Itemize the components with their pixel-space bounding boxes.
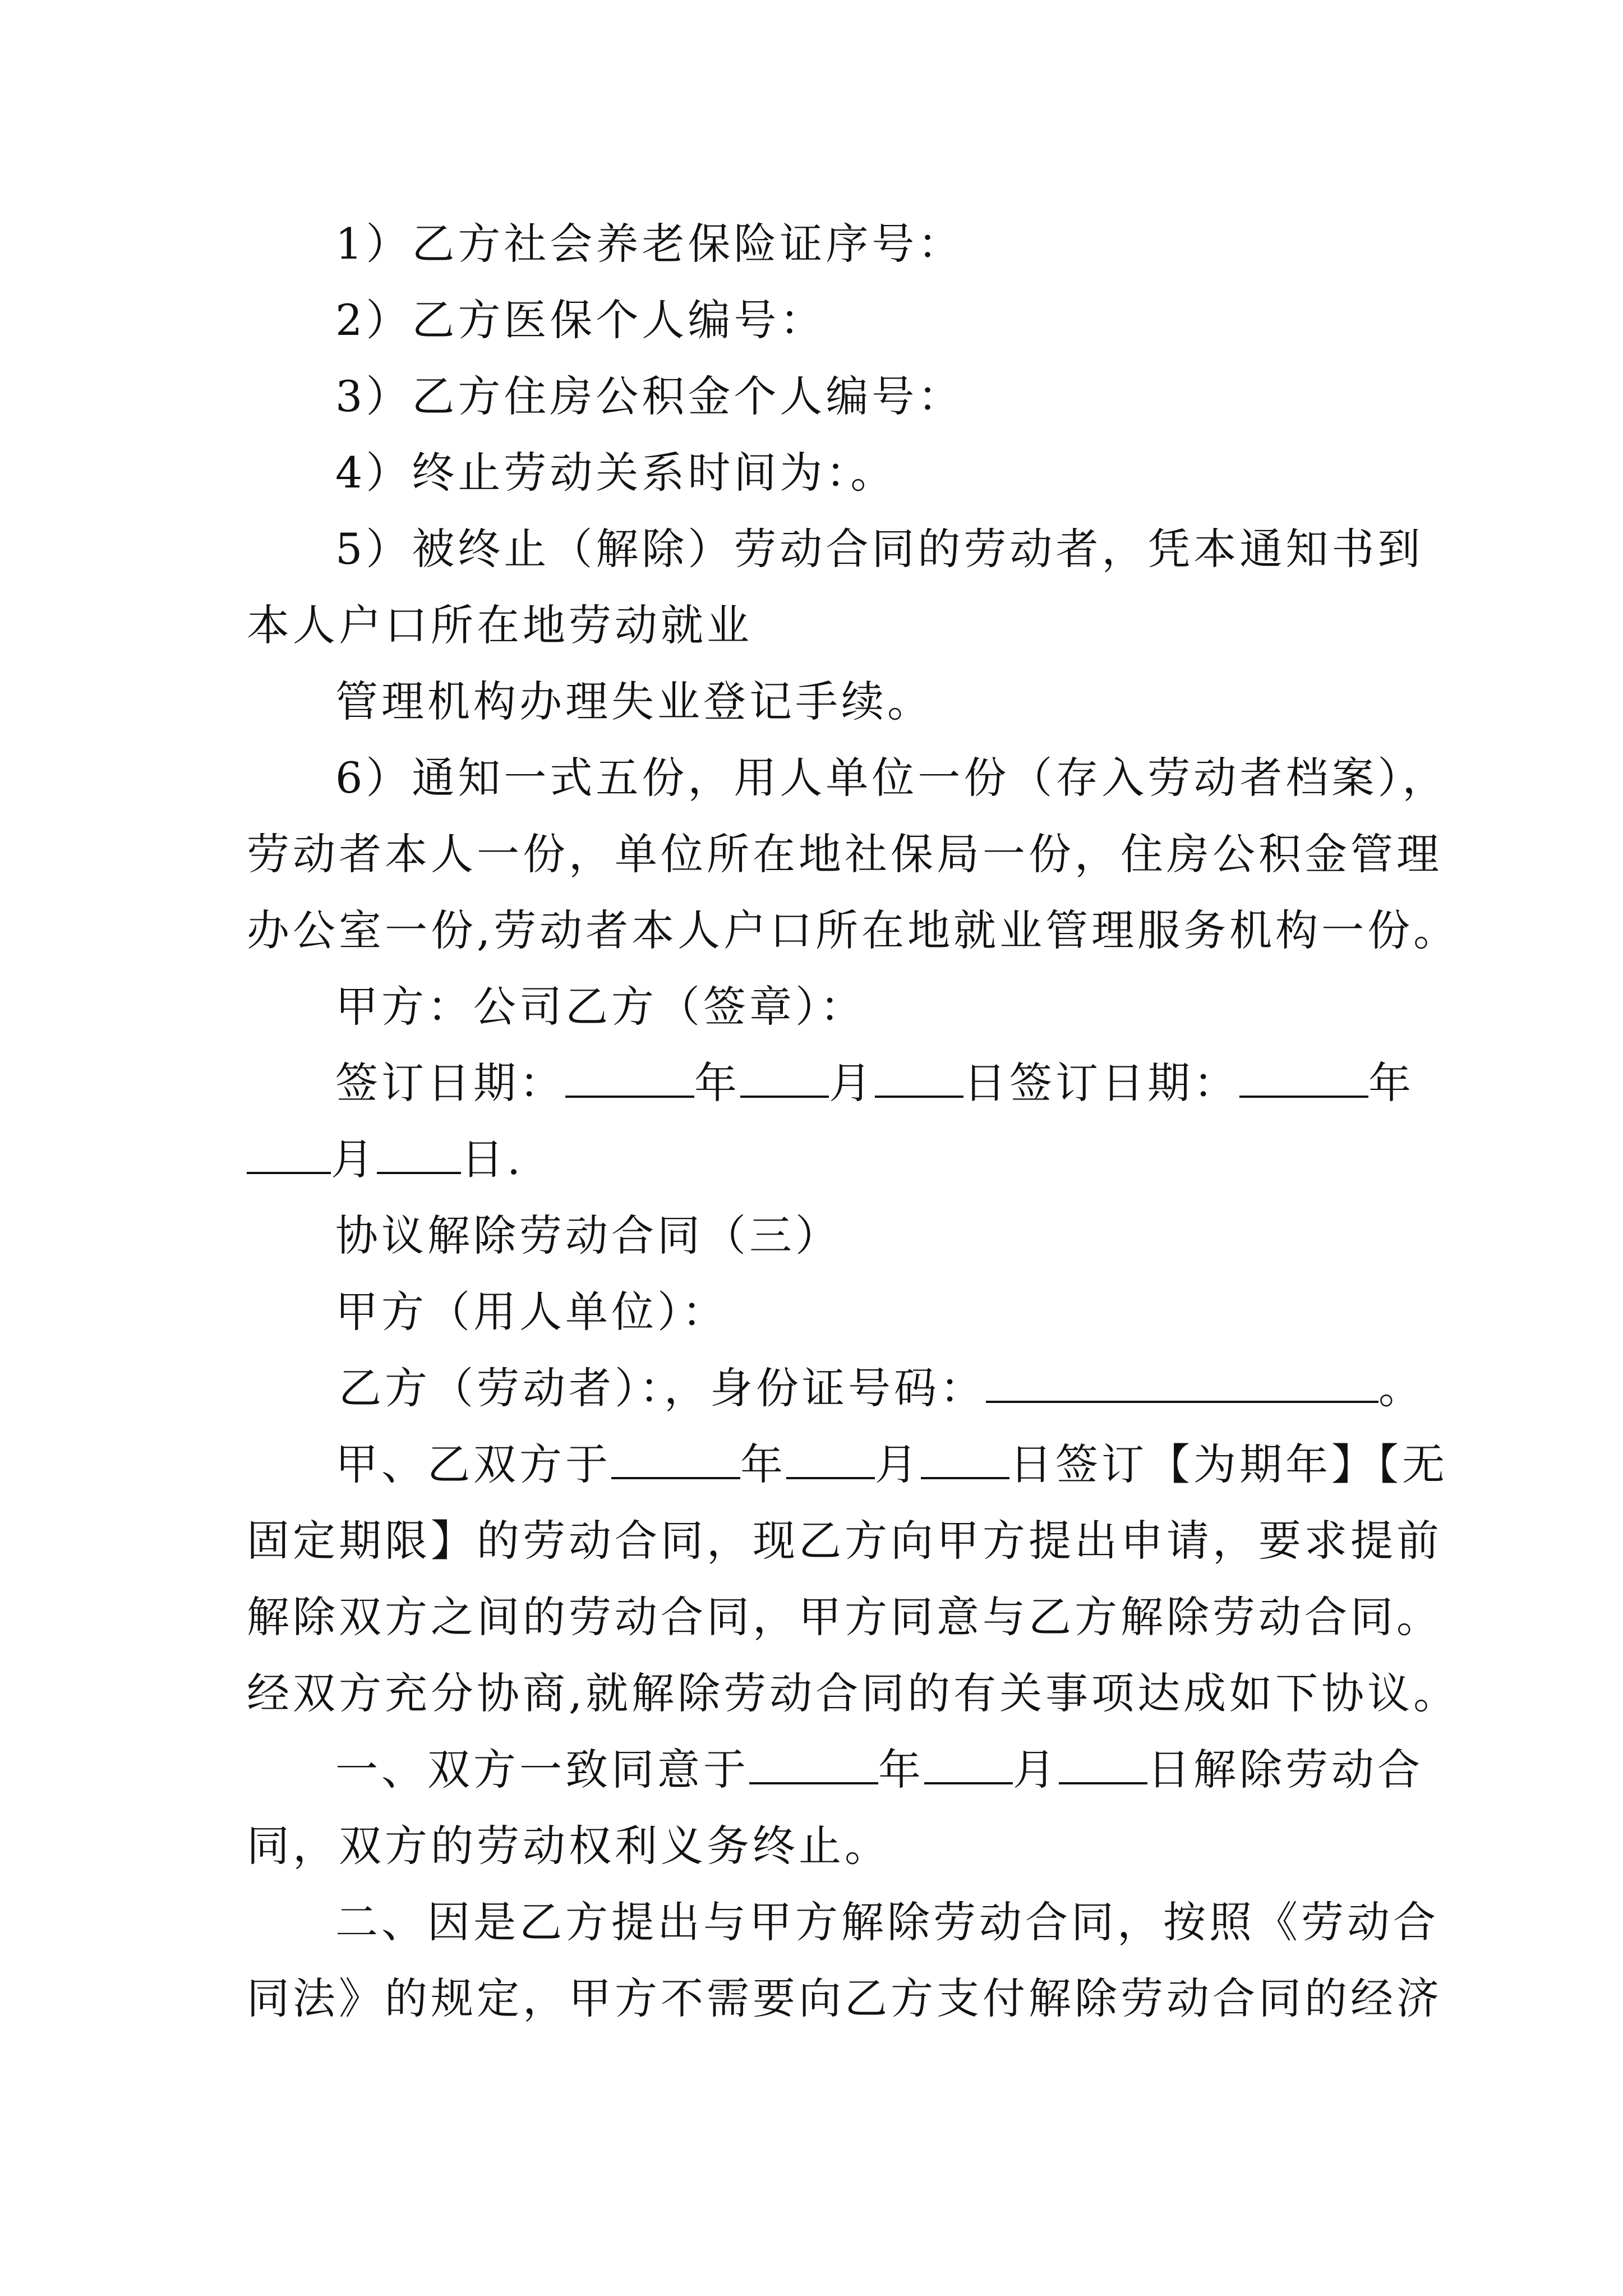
month-blank	[786, 1441, 875, 1479]
day-second-date-label: 日签订日期：	[963, 1058, 1239, 1108]
signature-line: 甲方：公司乙方（签章）：	[335, 982, 866, 1032]
year-label: 年	[878, 1745, 924, 1795]
agreement-line-2: 固定期限】的劳动合同，现乙方向甲方提出申请，要求提前	[247, 1516, 1442, 1566]
item-6-line-1: 6）通知一式五份，用人单位一份（存入劳动者档案），	[335, 753, 1449, 803]
year-label: 年	[694, 1058, 740, 1108]
party-b-line	[339, 1363, 1483, 1414]
signing-date-line-cont	[247, 1134, 1391, 1185]
month-blank	[740, 1060, 829, 1098]
year-blank	[611, 1441, 740, 1479]
item-1-pension-number: 1）乙方社会养老保险证序号：	[335, 219, 964, 269]
month-blank	[924, 1746, 1013, 1784]
agreement-line-3: 解除双方之间的劳动合同，甲方同意与乙方解除劳动合同。	[247, 1592, 1442, 1642]
period: 。	[1378, 1363, 1424, 1413]
id-number-blank	[986, 1365, 1378, 1403]
clause-1-line-1	[335, 1745, 1479, 1795]
day-blank	[921, 1441, 1009, 1479]
agreement-line-1	[335, 1439, 1479, 1490]
year-blank	[565, 1060, 694, 1098]
clause-1-end: 日解除劳动合	[1147, 1745, 1423, 1795]
month-blank	[247, 1136, 331, 1174]
agreement-line-4: 经双方充分协商,就解除劳动合同的有关事项达成如下协议。	[247, 1668, 1460, 1718]
clause-2-line-1: 二、因是乙方提出与甲方解除劳动合同，按照《劳动合	[335, 1897, 1439, 1947]
section-title: 协议解除劳动合同（三）	[335, 1211, 841, 1260]
item-2-medical-insurance-number: 2）乙方医保个人编号：	[335, 295, 826, 345]
year-label: 年	[740, 1439, 786, 1489]
item-4-termination-date: 4）终止劳动关系时间为：。	[335, 448, 897, 498]
year-label: 年	[1368, 1058, 1414, 1108]
day-label: 日.	[461, 1134, 524, 1184]
item-6-line-3: 办公室一份,劳动者本人户口所在地就业管理服务机构一份。	[247, 905, 1460, 955]
day-blank	[1059, 1746, 1147, 1784]
clause-1-intro: 一、双方一致同意于	[335, 1745, 749, 1795]
month-label: 月	[331, 1134, 377, 1184]
item-6-line-2: 劳动者本人一份，单位所在地社保局一份，住房公积金管理	[247, 829, 1442, 879]
item-5-line-3: 管理机构办理失业登记手续。	[335, 677, 933, 726]
clause-2-line-2: 同法》的规定，甲方不需要向乙方支付解除劳动合同的经济	[247, 1973, 1442, 2023]
party-b-label: 乙方（劳动者）：，身份证号码：	[339, 1363, 986, 1413]
party-a-line: 甲方（用人单位）：	[335, 1287, 728, 1337]
item-3-housing-fund-number: 3）乙方住房公积金个人编号：	[335, 371, 964, 421]
day-blank	[377, 1136, 461, 1174]
item-5-line-2: 本人户口所在地劳动就业	[247, 600, 753, 650]
item-5-line-1: 5）被终止（解除）劳动合同的劳动者，凭本通知书到	[335, 524, 1424, 574]
signing-date-label: 签订日期：	[335, 1058, 565, 1108]
clause-1-line-2: 同，双方的劳动权利义务终止。	[247, 1821, 891, 1871]
year-blank	[1239, 1060, 1368, 1098]
month-label: 月	[1013, 1745, 1059, 1795]
month-label: 月	[829, 1058, 875, 1108]
year-blank	[749, 1746, 878, 1784]
agreement-intro: 甲、乙双方于	[335, 1439, 611, 1489]
day-blank	[875, 1060, 963, 1098]
signing-date-line	[335, 1058, 1479, 1108]
contract-term-text: 日签订【为期年】【无	[1009, 1439, 1448, 1489]
month-label: 月	[875, 1439, 921, 1489]
